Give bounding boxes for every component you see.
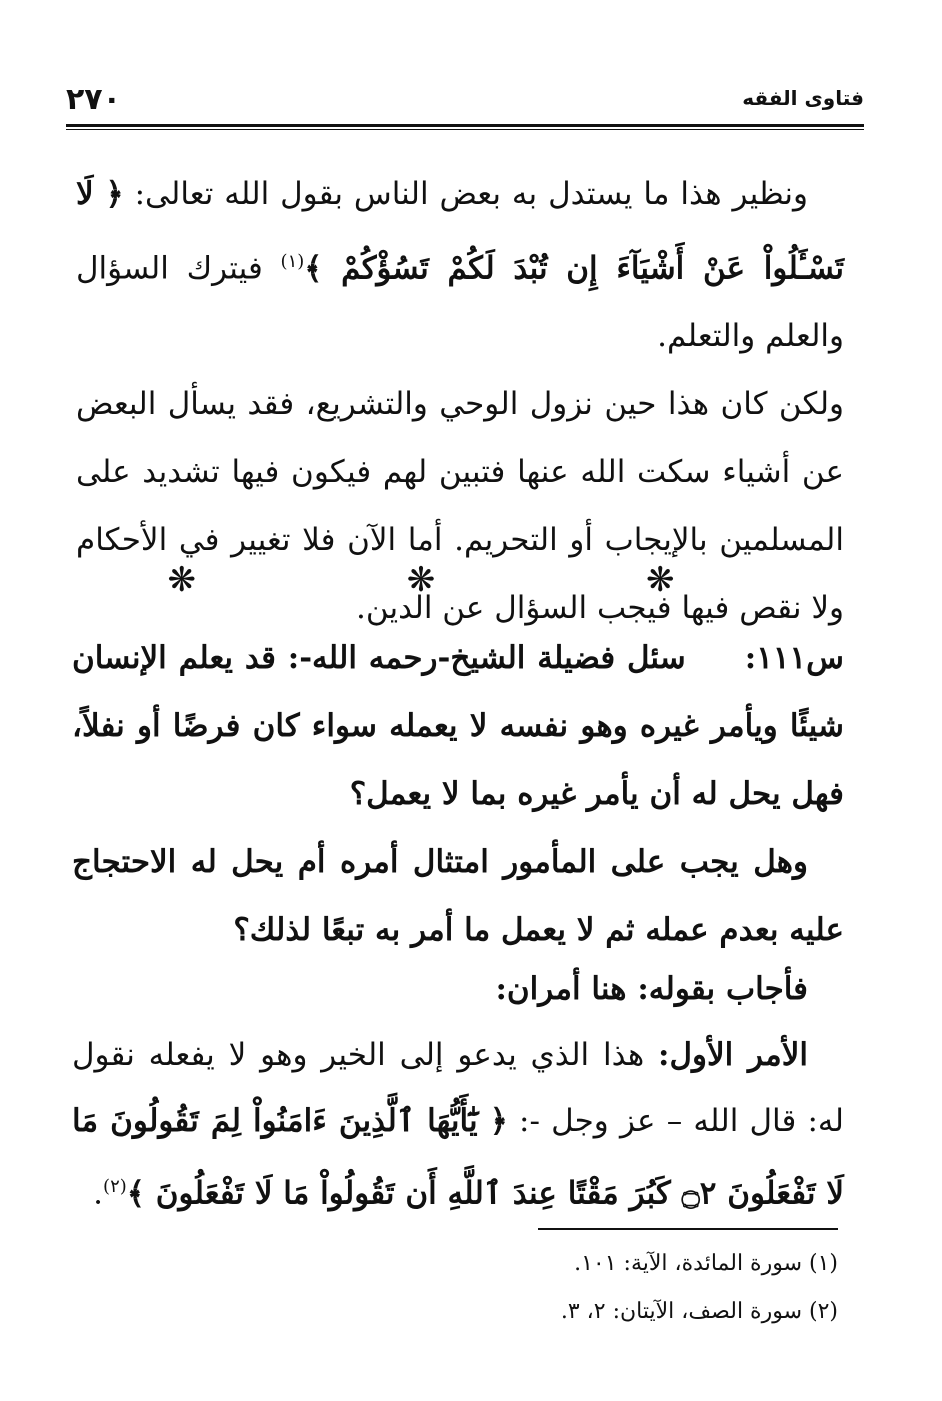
first-matter-label: الأمر الأول: — [658, 1037, 809, 1073]
question-text — [72, 624, 844, 828]
paragraph-1-end: فيترك السؤال والعلم والتعلم. — [76, 250, 844, 355]
answer-intro: فأجاب بقوله: هنا أمران: — [495, 971, 808, 1007]
page-number: ٢٧٠ — [66, 82, 121, 117]
quran-verse-1: ﴿ لَا تَسْـَٔلُواْ عَنْ أَشْيَآءَ إِن تُبْدَ لَكُمْ تَسُؤْكُمْ ﴾ — [76, 176, 844, 287]
first-matter-text: هذا الذي يدعو إلى الخير وهو لا يفعله نقول له: قال الله – عز وجل -: — [72, 1037, 844, 1139]
question-line-1: سئل فضيلة الشيخ-رحمه الله-: قد يعلم الإنسان شيئًا ويأمر غيره وهو نفسه لا يعمله سواء كان فرضًا أو نفلاً، فهل يحل له أن يأمر غيره بما لا يعمل؟ — [72, 640, 844, 812]
footnote-2: (٢) سورة الصف، الآيتان: ٢، ٣. — [560, 1299, 838, 1324]
running-header — [66, 82, 864, 122]
paragraph-1 — [76, 160, 844, 370]
question-line-2: وهل يجب على المأمور امتثال أمره أم يحل له الاحتجاج عليه بعدم عمله ثم لا يعمل ما أمر به تبعًا لذلك؟ — [72, 844, 844, 948]
footnotes — [300, 1240, 838, 1336]
header-rule — [66, 124, 864, 127]
first-matter — [72, 1022, 844, 1226]
answer-block — [72, 956, 844, 1226]
section-separator: ❋ ❋ ❋ — [167, 560, 775, 600]
footnote-ref-1: (١) — [280, 251, 305, 272]
paragraph-2: ولكن كان هذا حين نزول الوحي والتشريع، فقد يسأل البعض عن أشياء سكت الله عنها فتبين لهم فيكون فيها تشديد على المسلمين بالإيجاب أو التحريم. أما الآن فلا تغيير في الأحكام ولا نقص فيها فيجب السؤال عن الدين. — [76, 386, 844, 627]
quran-verse-2: ﴿ يَٰٓأَيُّهَا ٱلَّذِينَ ءَامَنُواْ لِمَ تَقُولُونَ مَا لَا تَفْعَلُونَ ۝٢ كَبُرَ مَقْتًا عِندَ ٱللَّهِ أَن تَقُولُواْ مَا لَا تَفْعَلُونَ ﴾ — [72, 1103, 844, 1212]
question-number: س١١١: — [744, 640, 844, 676]
footnote-ref-2: (٢) — [103, 1176, 127, 1197]
paragraph-1-intro: ونظير هذا ما يستدل به بعض الناس بقول الله تعالى: — [123, 176, 808, 212]
book-title: فتاوى الفقه — [742, 86, 864, 110]
header-rule-thin — [66, 129, 864, 130]
footnote-1: (١) سورة المائدة، الآية: ١٠١. — [574, 1251, 838, 1276]
question-block — [72, 624, 844, 964]
first-matter-end: . — [93, 1175, 104, 1212]
footnote-rule — [538, 1228, 838, 1230]
